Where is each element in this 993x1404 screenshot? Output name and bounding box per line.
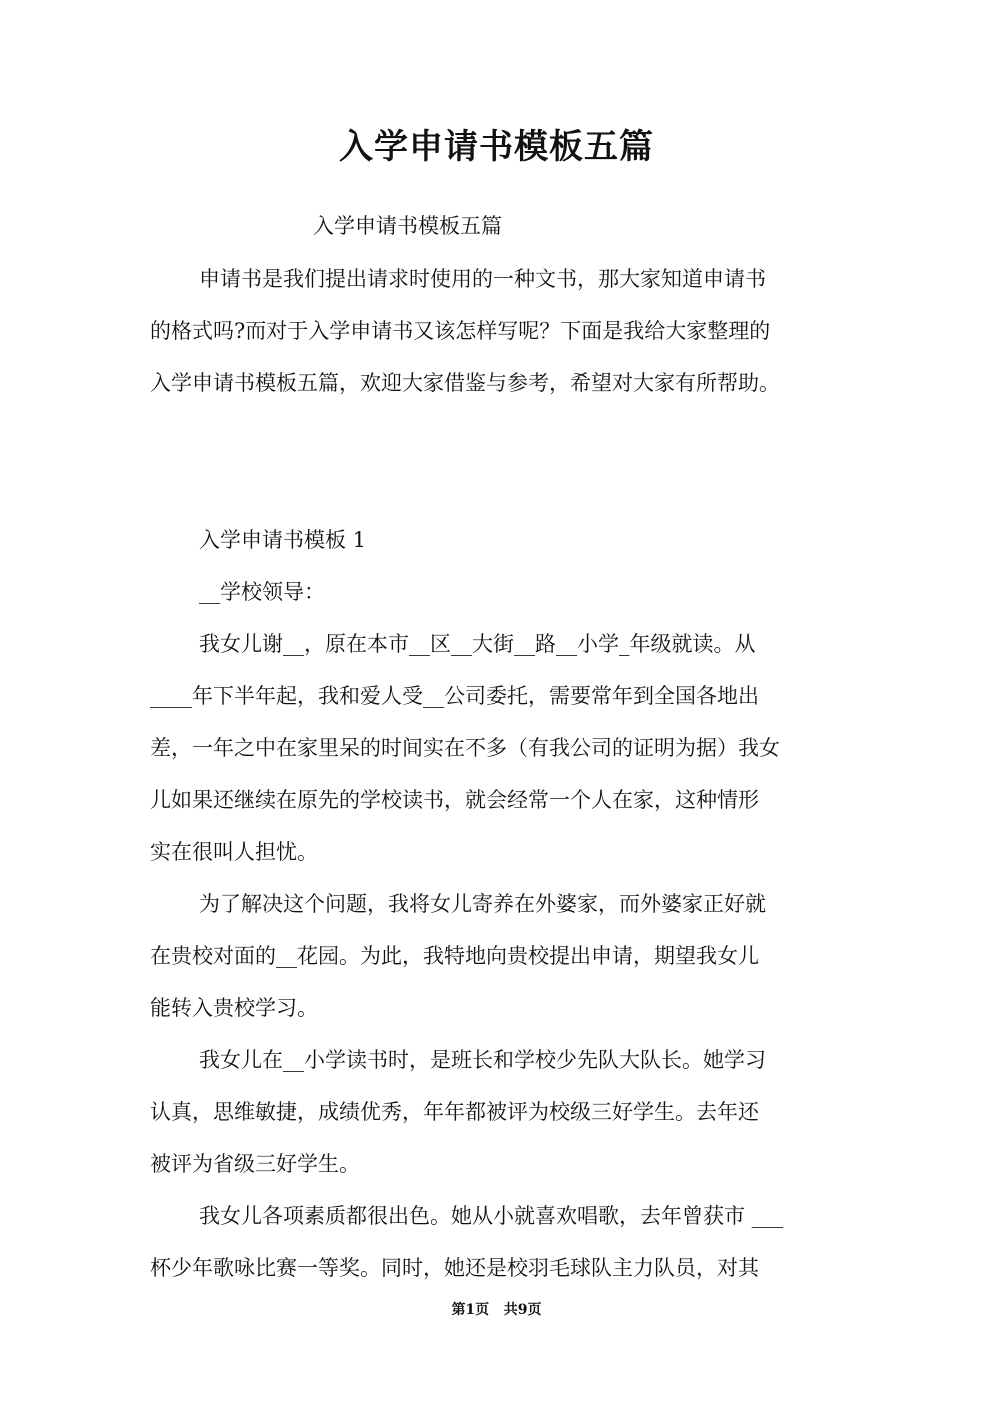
body-line: 被评为省级三好学生。	[150, 1152, 360, 1176]
body-line: 我女儿谢__，原在本市__区__大街__路__小学_年级就读。从	[199, 632, 756, 656]
intro-line: 的格式吗?而对于入学申请书又该怎样写呢？下面是我给大家整理的	[150, 319, 771, 343]
body-line: 儿如果还继续在原先的学校读书，就会经常一个人在家，这种情形	[150, 788, 759, 812]
body-line: 在贵校对面的__花园。为此，我特地向贵校提出申请，期望我女儿	[150, 944, 759, 968]
intro-line: 申请书是我们提出请求时使用的一种文书，那大家知道申请书	[199, 267, 766, 291]
document-subtitle: 入学申请书模板五篇	[313, 214, 502, 238]
body-line: 认真，思维敏捷，成绩优秀，年年都被评为校级三好学生。去年还	[150, 1100, 759, 1124]
body-line: 差，一年之中在家里呆的时间实在不多（有我公司的证明为据）我女	[150, 736, 780, 760]
body-line: 能转入贵校学习。	[150, 996, 318, 1020]
body-line: 为了解决这个问题，我将女儿寄养在外婆家，而外婆家正好就	[199, 892, 766, 916]
page-footer: 第1页 共9页	[451, 1302, 542, 1318]
salutation: __学校领导：	[199, 580, 325, 604]
body-line: 实在很叫人担忧。	[150, 840, 318, 864]
body-line: 我女儿各项素质都很出色。她从小就喜欢唱歌，去年曾获市 ___	[199, 1204, 784, 1228]
section-heading: 入学申请书模板 1	[199, 528, 367, 552]
body-line: 我女儿在__小学读书时，是班长和学校少先队大队长。她学习	[199, 1048, 766, 1072]
body-line: 杯少年歌咏比赛一等奖。同时，她还是校羽毛球队主力队员，对其	[150, 1256, 759, 1280]
document-title: 入学申请书模板五篇	[339, 127, 654, 167]
body-line: ____年下半年起，我和爱人受__公司委托，需要常年到全国各地出	[150, 684, 759, 708]
intro-line: 入学申请书模板五篇，欢迎大家借鉴与参考，希望对大家有所帮助。	[150, 371, 780, 395]
